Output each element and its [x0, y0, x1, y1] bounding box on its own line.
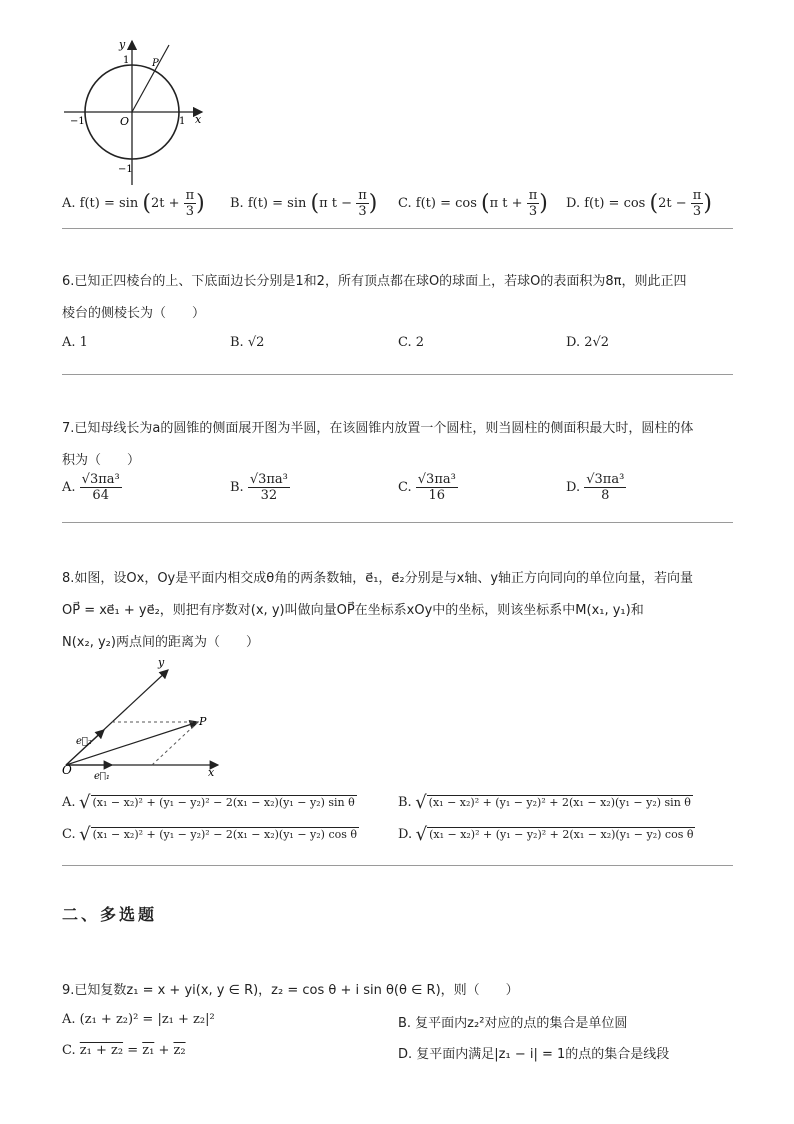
label-x: x [208, 766, 215, 779]
option-label: C. [62, 1043, 76, 1058]
option-label: A. [62, 335, 76, 350]
option-label: B. [398, 795, 412, 810]
q6-stem-line2: 棱台的侧棱长为（ ） [62, 306, 206, 321]
option-value: (x₁ − x₂)² + (y₁ − y₂)² + 2(x₁ − x₂)(y₁ − y₂) sin θ [428, 796, 691, 809]
option-label: A. [62, 480, 76, 495]
option-value: 1 [79, 335, 88, 350]
label-one-right: 1 [179, 116, 186, 127]
q6-option-d[interactable] [566, 335, 609, 350]
option-expr-lead: π t − [319, 196, 353, 211]
frac-den: 3 [528, 204, 538, 219]
q8-stem-line3: N(x₂, y₂)两点间的距离为（ ） [62, 635, 259, 650]
frac-den: 64 [92, 488, 109, 503]
frac-num: π [185, 188, 195, 203]
frac-num: √3πa³ [249, 472, 288, 487]
label-p: P [199, 715, 207, 728]
conjugate-z1: z₁ [142, 1043, 155, 1058]
divider [62, 522, 733, 523]
q9-option-c[interactable] [62, 1043, 186, 1058]
oblique-axes-figure [58, 652, 228, 780]
plus-sign: + [158, 1043, 170, 1058]
option-label: A. [62, 795, 76, 810]
option-label: C. [398, 480, 412, 495]
option-label: C. [62, 827, 76, 842]
option-label: D. [566, 335, 581, 350]
q6-stem-line1: 6.已知正四棱台的上、下底面边长分别是1和2，所有顶点都在球O的球面上，若球O的表面积为8π，则此正四 [62, 274, 687, 289]
q8-option-c[interactable]: C. √ (x₁ − x₂)² + (y₁ − y₂)² − 2(x₁ − x₂)(y₁ − y₂) cos θ [62, 824, 358, 845]
q6-option-b[interactable] [230, 335, 264, 350]
label-x: x [195, 113, 202, 126]
dashed-parallel-y [152, 722, 198, 765]
unit-circle-figure [60, 35, 210, 185]
label-e2: e⃗₂ [76, 736, 92, 747]
q8-option-d[interactable]: D. √ (x₁ − x₂)² + (y₁ − y₂)² + 2(x₁ − x₂)(y₁ − y₂) cos θ [398, 824, 694, 845]
q7-option-a[interactable] [62, 472, 122, 503]
option-label: B. [230, 196, 244, 211]
frac-num: √3πa³ [586, 472, 625, 487]
q9-option-d[interactable]: D. 复平面内满足|z₁ − i| = 1的点的集合是线段 [398, 1047, 670, 1062]
label-neg-bottom: −1 [118, 164, 133, 175]
label-e1: e⃗₁ [94, 771, 110, 780]
q6-option-c[interactable] [398, 335, 424, 350]
divider [62, 865, 733, 866]
q5-option-d[interactable]: D. f(t) = cos (2t − $\frac{\pi}{3}$ ) [566, 188, 712, 219]
option-expr: f(t) = sin [247, 196, 307, 211]
frac-num: √3πa³ [417, 472, 456, 487]
q8-stem-line2: OP⃗ = xe⃗₁ + ye⃗₂，则把有序数对(x, y)叫做向量OP⃗在坐标系xOy中的坐标，则该坐标系中M(x₁, y₁)和 [62, 603, 644, 618]
option-label: B. [230, 335, 244, 350]
q7-option-b[interactable] [230, 472, 290, 503]
q5-option-b[interactable]: B. f(t) = sin (π t − $\frac{\pi}{3}$ ) [230, 188, 378, 219]
option-expr-lead: 2t − [658, 196, 687, 211]
q9-option-a[interactable]: A. (z₁ + z₂)² = |z₁ + z₂|² [62, 1012, 215, 1027]
option-expr: f(t) = sin [79, 196, 139, 211]
frac-den: 3 [185, 204, 195, 219]
label-o: O [120, 115, 130, 128]
q7-stem-line1: 7.已知母线长为a的圆锥的侧面展开图为半圆，在该圆锥内放置一个圆柱，则当圆柱的侧面积最大时，圆柱的体 [62, 421, 694, 436]
label-y: y [119, 38, 126, 51]
q5-option-c[interactable]: C. f(t) = cos (π t + $\frac{\pi}{3}$ ) [398, 188, 548, 219]
divider [62, 374, 733, 375]
frac-num: √3πa³ [81, 472, 120, 487]
q6-option-a[interactable] [62, 335, 88, 350]
frac-den: 3 [692, 204, 702, 219]
option-label: C. [398, 196, 412, 211]
option-value: (x₁ − x₂)² + (y₁ − y₂)² − 2(x₁ − x₂)(y₁ − y₂) cos θ [92, 828, 358, 841]
label-p: P [152, 58, 159, 69]
q8-option-b[interactable]: B. √ (x₁ − x₂)² + (y₁ − y₂)² + 2(x₁ − x₂)(y₁ − y₂) sin θ [398, 792, 691, 813]
conjugate-z2: z₂ [173, 1043, 186, 1058]
q7-option-d[interactable] [566, 472, 626, 503]
option-label: D. [566, 196, 581, 211]
option-value: √2 [247, 335, 265, 350]
frac-num: π [358, 188, 367, 203]
frac-den: 16 [428, 488, 446, 503]
section-title: 二、多选题 [62, 905, 158, 924]
q7-option-c[interactable] [398, 472, 458, 503]
option-expr-lead: π t + [489, 196, 523, 211]
frac-den: 3 [358, 204, 367, 219]
option-expr: f(t) = cos [415, 196, 477, 211]
option-value: 2√2 [584, 335, 610, 350]
q7-stem-line2: 积为（ ） [62, 453, 141, 468]
option-value: (x₁ − x₂)² + (y₁ − y₂)² + 2(x₁ − x₂)(y₁ − y₂) cos θ [429, 828, 694, 841]
option-label: C. [398, 335, 412, 350]
label-o: O [62, 763, 72, 777]
label-neg-left: −1 [70, 116, 85, 127]
frac-num: π [528, 188, 538, 203]
option-expr: f(t) = cos [584, 196, 646, 211]
option-expr-lead: 2t + [150, 196, 180, 211]
option-label: B. [230, 480, 244, 495]
q9-option-b[interactable]: B. 复平面内z₂²对应的点的集合是单位圆 [398, 1016, 628, 1031]
frac-den: 8 [601, 488, 610, 503]
ray-op [132, 45, 169, 112]
option-value: 2 [415, 335, 425, 350]
q8-option-a[interactable]: A. √ (x₁ − x₂)² + (y₁ − y₂)² − 2(x₁ − x₂)(y₁ − y₂) sin θ [62, 792, 355, 813]
q9-stem: 9.已知复数z₁ = x + yi(x, y ∈ R)，z₂ = cos θ + i sin θ(θ ∈ R)，则（ ） [62, 983, 519, 998]
label-one-top: 1 [123, 55, 130, 66]
divider [62, 228, 733, 229]
q8-stem-line1: 8.如图，设Ox，Oy是平面内相交成θ角的两条数轴，e⃗₁，e⃗₂分别是与x轴、y轴正方向同向的单位向量，若向量 [62, 571, 694, 586]
option-label: D. [566, 480, 581, 495]
frac-den: 32 [260, 488, 278, 503]
option-label: D. [398, 827, 413, 842]
equals-sign: = [127, 1043, 139, 1058]
frac-num: π [692, 188, 702, 203]
q5-option-a[interactable]: A. f(t) = sin (2t + $\frac{\pi}{3}$ ) [62, 188, 205, 219]
option-value: (x₁ − x₂)² + (y₁ − y₂)² − 2(x₁ − x₂)(y₁ − y₂) sin θ [92, 796, 355, 809]
label-y: y [158, 656, 165, 669]
conjugate-sum: z₁ + z₂ [79, 1043, 124, 1058]
option-label: A. [62, 196, 76, 211]
